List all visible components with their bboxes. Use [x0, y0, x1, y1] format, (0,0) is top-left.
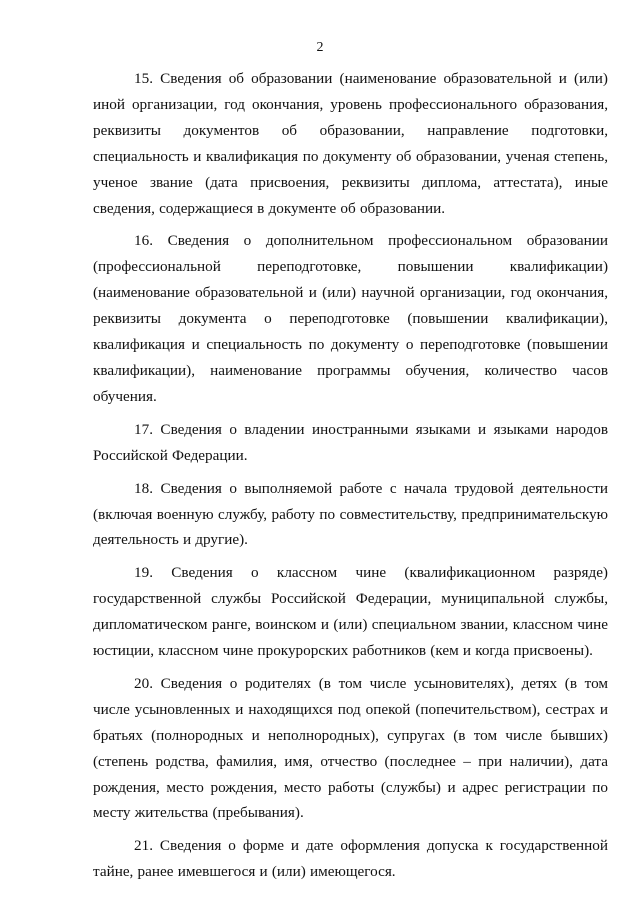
- paragraph-20: 20. Сведения о родителях (в том числе усыновителях), детях (в том числе усыновленных и находящихся под опекой (попечительством), сестрах и братьях (полнородных и неполнородных), супругах (в том числе бывших) (степень родства, фамилия, имя, отчество (последнее – при наличии), дата рождения, место рождения, место работы (службы) и адрес регистрации по месту жительства (пребывания).: [93, 674, 608, 822]
- paragraph-21: 21. Сведения о форме и дате оформления допуска к государственной тайне, ранее имевшегося и (или) имеющегося.: [93, 837, 608, 881]
- paragraph-17: 17. Сведения о владении иностранными языками и языками народов Российской Федерации.: [93, 420, 608, 464]
- page-number: 2: [316, 40, 324, 55]
- paragraph-18: 18. Сведения о выполняемой работе с начала трудовой деятельности (включая военную службу, работу по совместительству, предпринимательскую деятельность и другие).: [93, 479, 608, 549]
- paragraph-15: 15. Сведения об образовании (наименование образовательной и (или) иной организации, год окончания, уровень профессионального образования, реквизиты документов об образовании, направление подготовки, специальность и квалификация по документу об образовании, ученая степень, ученое звание (дата присвоения, реквизиты диплома, аттестата), иные сведения, содержащиеся в документе об образовании.: [93, 70, 608, 217]
- paragraph-19: 19. Сведения о классном чине (квалификационном разряде) государственной службы Российской Федерации, муниципальной службы, дипломатическом ранге, воинском и (или) специальном звании, классном чине юстиции, классном чине прокурорских работников (кем и когда присвоены).: [93, 564, 608, 660]
- paragraph-16: 16. Сведения о дополнительном профессиональном образовании (профессиональной переподготовке, повышении квалификации) (наименование образовательной и (или) научной организации, год окончания, реквизиты документа о переподготовке (повышении квалификации), квалификация и специальность по документу о переподготовке (повышении квалификации), наименование программы обучения, количество часов обучения.: [93, 232, 608, 405]
- document-body: [93, 66, 608, 892]
